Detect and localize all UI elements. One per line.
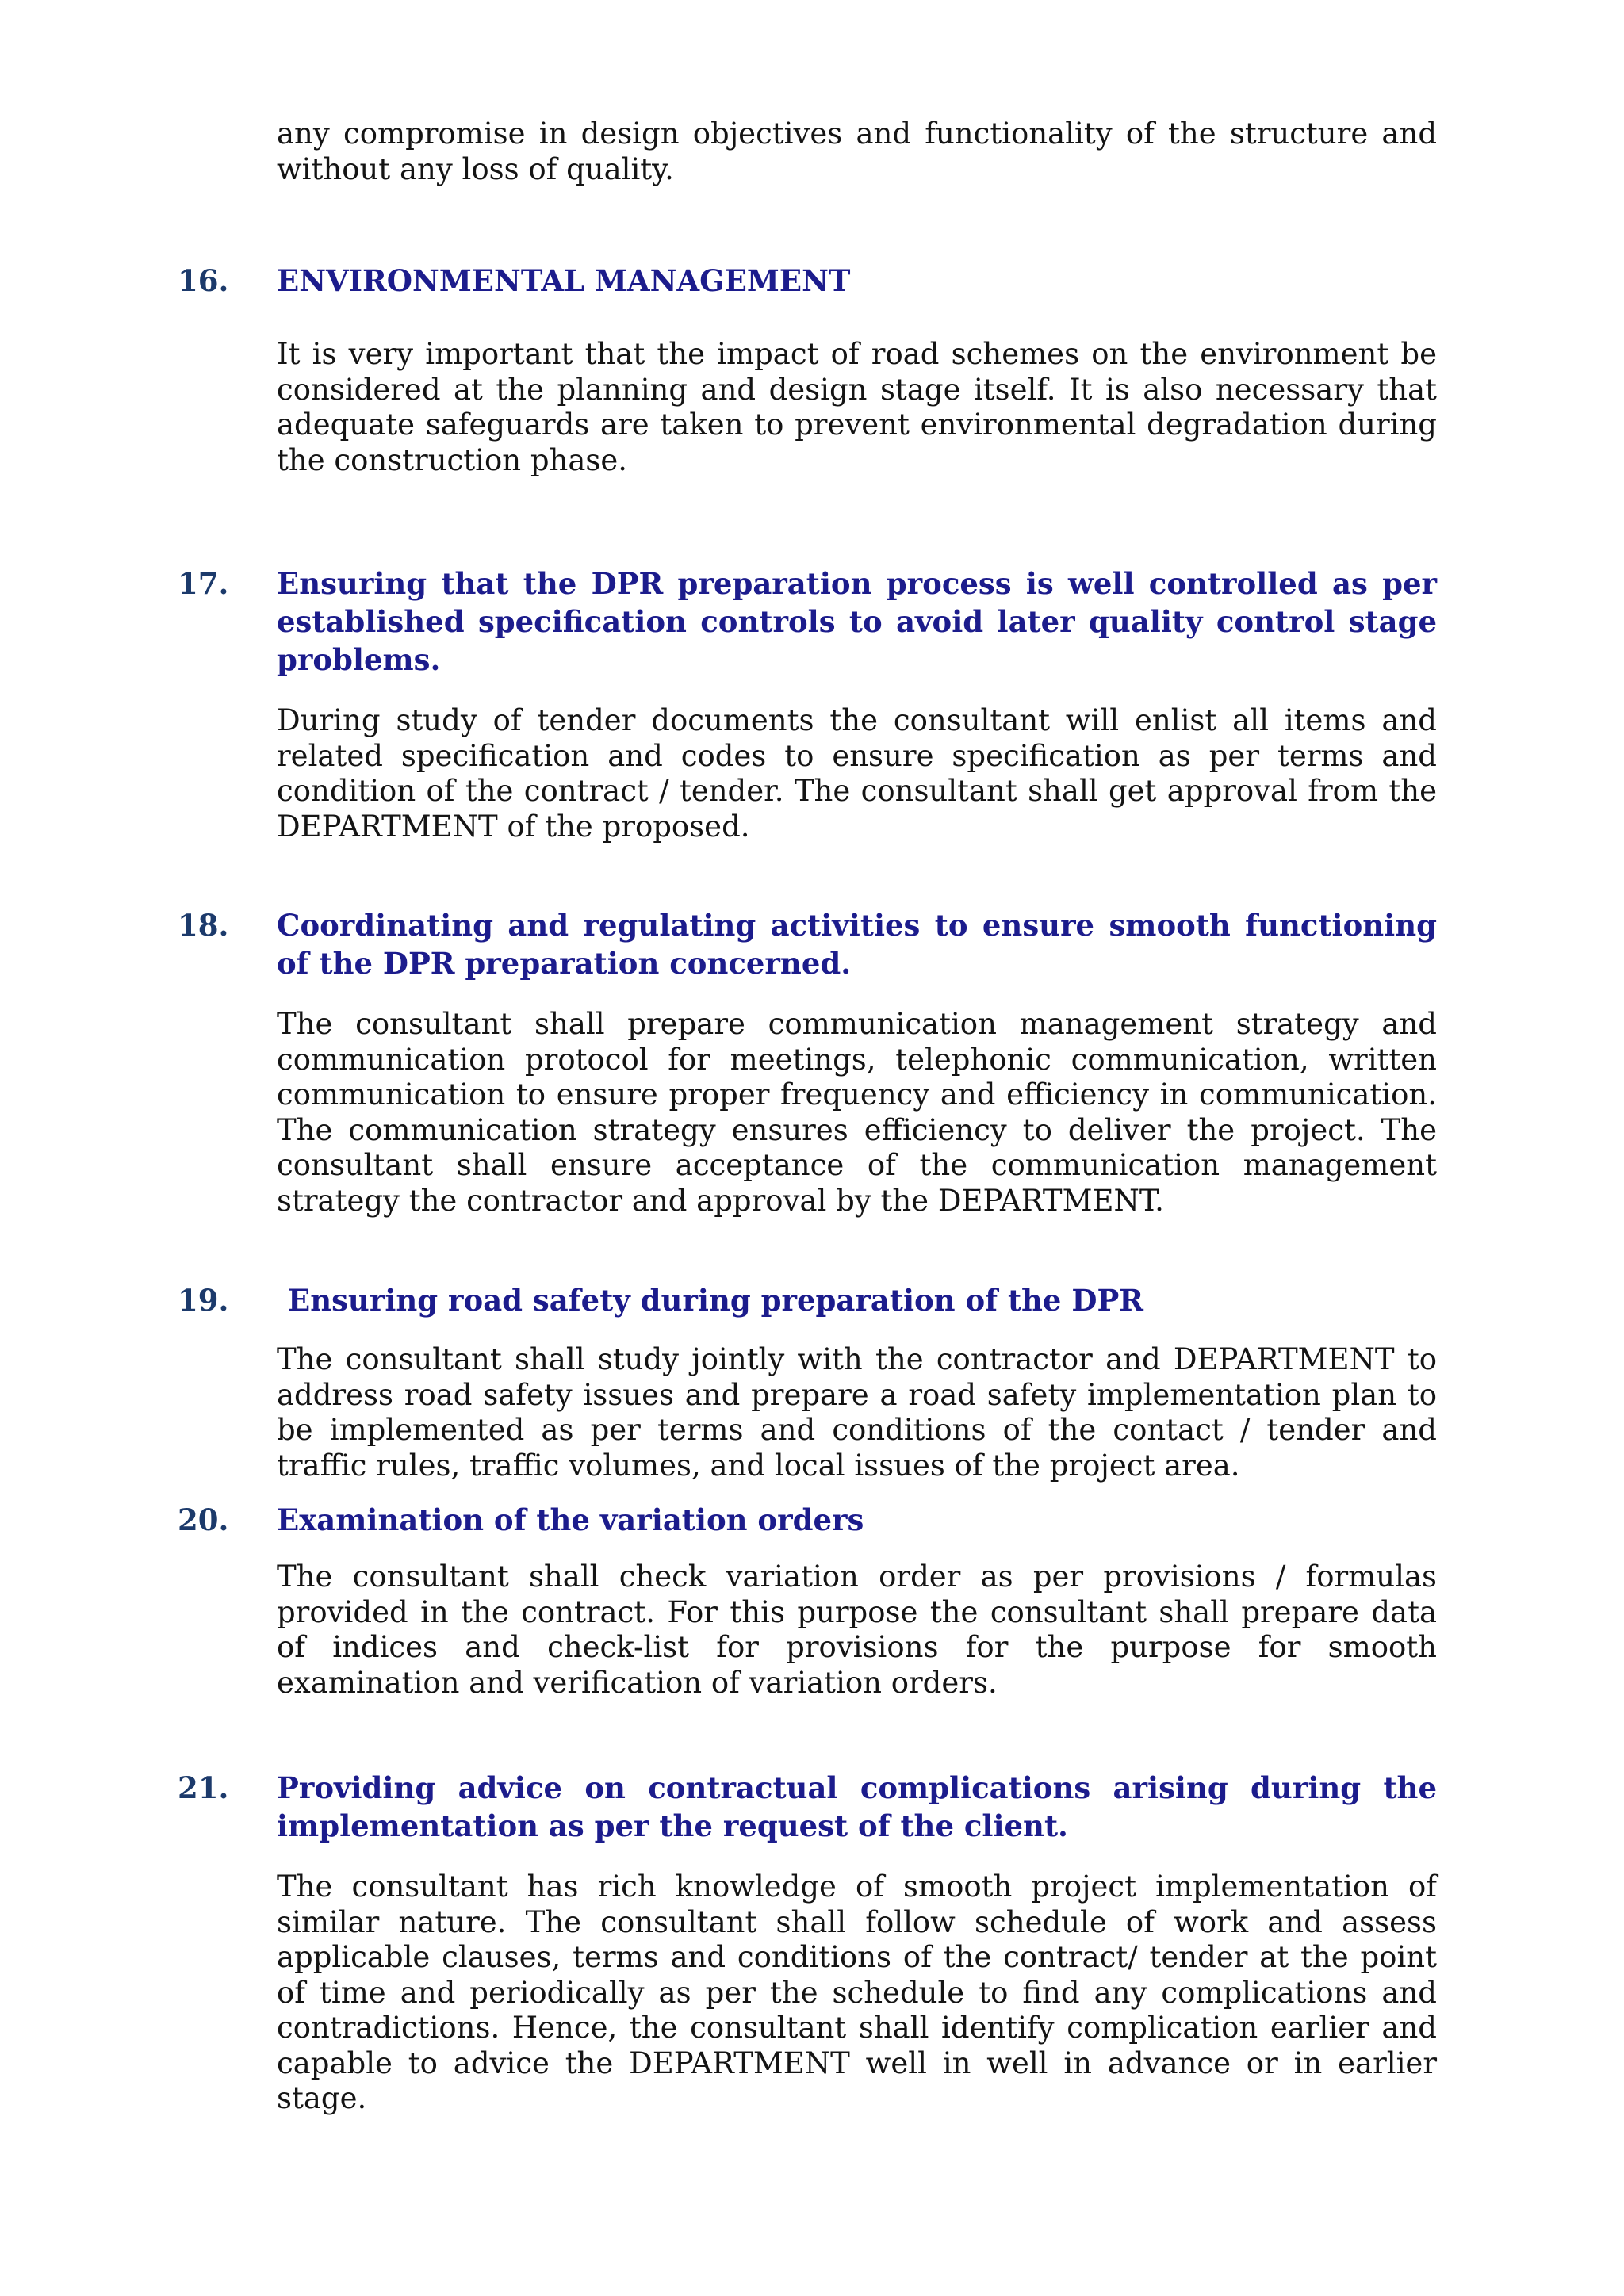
section-16-body: It is very important that the impact of road schemes on the environment be considered at the planning and design stage itself. It is also necessary that adequate safeguards are taken to prevent environmental degradation during the construction phase. bbox=[277, 337, 1437, 477]
section-18-title: Coordinating and regulating activities to ensure smooth functioning of the DPR preparation concerned. bbox=[277, 908, 1437, 981]
section-17-body: During study of tender documents the consultant will enlist all items and related specification and codes to ensure specification as per terms and condition of the contract / tender. The consultant shall get approval from the DEPARTMENT of the proposed. bbox=[277, 703, 1437, 844]
section-17-title: Ensuring that the DPR preparation process is well controlled as per established specification controls to avoid later quality control stage problems. bbox=[277, 566, 1437, 677]
section-19-body: The consultant shall study jointly with the contractor and DEPARTMENT to address road safety issues and prepare a road safety implementation plan to be implemented as per terms and conditions of the contact / tender and traffic rules, traffic volumes, and local issues of the project area. bbox=[277, 1342, 1437, 1483]
section-19-number: 19. bbox=[178, 1283, 229, 1318]
section-20-title: Examination of the variation orders bbox=[277, 1502, 864, 1537]
section-17-number: 17. bbox=[178, 566, 229, 601]
section-18-number: 18. bbox=[178, 908, 229, 943]
section-16-title: ENVIRONMENTAL MANAGEMENT bbox=[277, 263, 851, 298]
section-20-number: 20. bbox=[178, 1502, 229, 1537]
section-19-title: Ensuring road safety during preparation of the DPR bbox=[288, 1283, 1144, 1318]
section-16-number: 16. bbox=[178, 263, 229, 298]
section-21-number: 21. bbox=[178, 1770, 229, 1805]
section-18-body: The consultant shall prepare communication management strategy and communication protocol for meetings, telephonic communication, written communication to ensure proper frequency and efficiency in communication. The communication strategy ensures efficiency to deliver the project. The consultant shall ensure acceptance of the communication management strategy the contractor and approval by the DEPARTMENT. bbox=[277, 1007, 1437, 1218]
section-21-title: Providing advice on contractual complications arising during the implementation as per the request of the client. bbox=[277, 1770, 1437, 1843]
intro-paragraph: any compromise in design objectives and functionality of the structure and without any loss of quality. bbox=[277, 117, 1437, 186]
section-20-body: The consultant shall check variation order as per provisions / formulas provided in the contract. For this purpose the consultant shall prepare data of indices and check-list for provisions for the purpose for smooth examination and verification of variation orders. bbox=[277, 1559, 1437, 1700]
section-21-body: The consultant has rich knowledge of smooth project implementation of similar nature. The consultant shall follow schedule of work and assess applicable clauses, terms and conditions of the contract/ tender at the point of time and periodically as per the schedule to find any complications and contradictions. Hence, the consultant shall identify complication earlier and capable to advice the DEPARTMENT well in well in advance or in earlier stage. bbox=[277, 1869, 1437, 2115]
